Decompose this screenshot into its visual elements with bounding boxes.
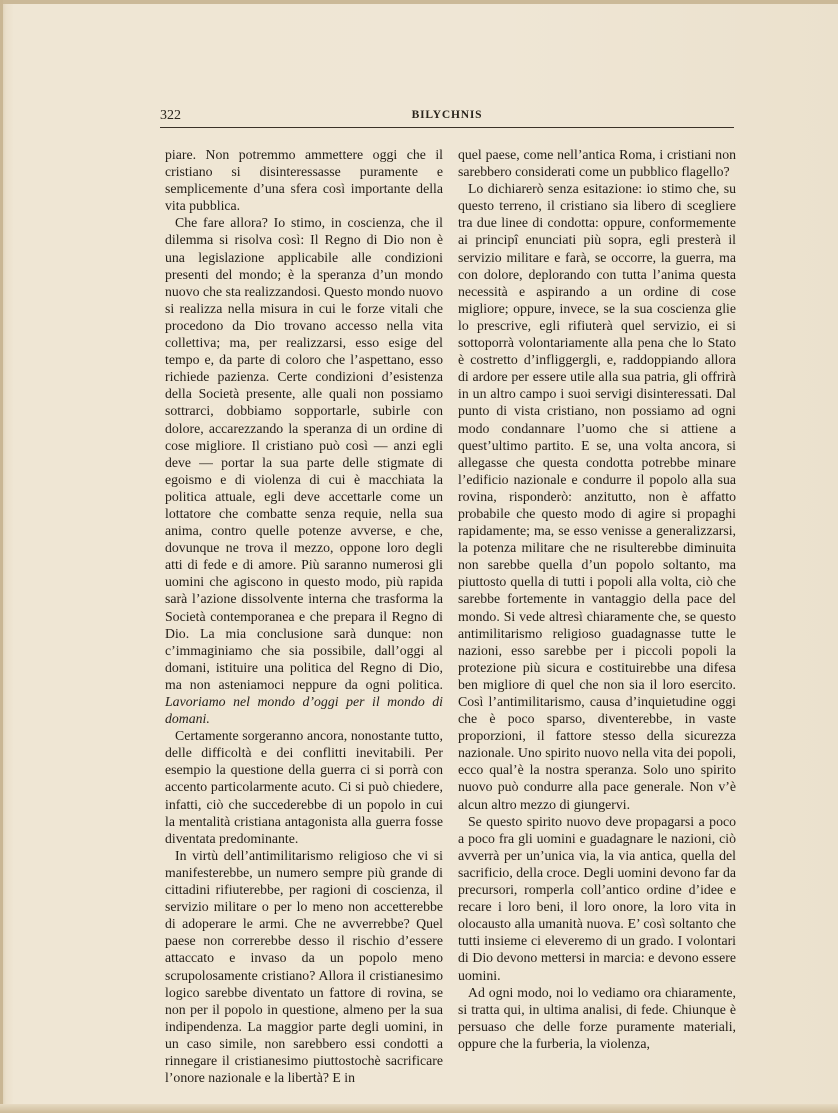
page-bottom-edge — [0, 1104, 838, 1113]
paragraph: Se questo spirito nuovo deve propagarsi a poco a poco fra gli uomini e guadagnare le nazioni, ciò avverrà per un’unica via, la via antica, quella del sacrificio, della croce. Degli uomini devono far da precursori, romperla coll’antico ordine d’idee e recare i loro beni, il loro onore, la loro vita in olocausto alla umanità nuova. E’ così soltanto che tutti insieme ci eleveremo di un grado. I volontari di Dio devono mettersi in marcia: e devono essere uomini. — [458, 813, 736, 983]
paragraph: In virtù dell’antimilitarismo religioso che vi si manifesterebbe, un numero sempre più grande di cittadini rifiuterebbe, per ragioni di coscienza, il servizio militare o per lo meno non accetterebbe di adoperare le armi. Che ne avverrebbe? Quel paese non correrebbe desso il rischio d’essere attaccato e invaso da un popolo meno scrupolosamente cristiano? Allora il cristianesimo logico sarebbe diventato un fattore di rovina, se non per il popolo in questione, almeno per la sua indipendenza. La maggior parte degli uomini, in un caso simile, non sarebbero essi condotti a rinnegare il cristianesimo piuttostochè sacrificare l’onore nazionale e la libertà? E in — [165, 847, 443, 1086]
page-header — [160, 108, 734, 128]
paragraph: Lo dichiarerò senza esitazione: io stimo che, su questo terreno, il cristiano sia libero di scegliere tra due linee di condotta: oppure, conformemente ai principî enunciati più sopra, egli presterà il servizio militare e farà, se occorre, la guerra, ma con dolore, deplorando con tutta l’anima questa necessità e aspirando a un ordine di cose migliore; oppure, invece, se la sua coscienza glie lo prescrive, egli rifiuterà quel servizio, ei si sottoporrà volontariamente alla pena che lo Stato è costretto d’infliggergli, e, raddoppiando allora di ardore per essere utile alla sua patria, gli offrirà in un altro campo i suoi servigi disinteressati. Dal punto di vista cristiano, non possiamo ad ogni modo condannare l’uomo che si attiene a quest’ultimo partito. E se, una volta ancora, si allegasse che questa condotta potrebbe minare l’edificio nazionale e condurre il popolo alla sua rovina, risponderò: anzitutto, non è affatto probabile che questo modo di agire si propaghi rapidamente; ma, se esso venisse a generalizzarsi, la potenza militare che ne risulterebbe diminuita non sarebbe quella d’un popolo soltanto, ma piuttosto quella di tutti i popoli alla volta, ciò che sarebbe fortemente in vantaggio della pace del mondo. Si vede altresì chiaramente che, se questo antimilitarismo religioso guadagnasse tutte le nazioni, esso sarebbe per i piccoli popoli la protezione più sicura e costituirebbe una difesa ben migliore di quel che non sia il loro esercito. Così l’antimilitarismo, causa d’inquietudine oggi che è poco sparso, diventerebbe, in vaste proporzioni, il fattore stesso della sicurezza nazionale. Uno spirito nuovo nella vita dei popoli, ecco qual’è la nostra speranza. Solo uno spirito nuovo può condurre alla pace generale. Non v’è alcun altro mezzo di giungervi. — [458, 181, 736, 812]
page-top-edge — [0, 0, 838, 4]
page-number: 322 — [160, 108, 181, 123]
paragraph-text: Che fare allora? Io stimo, in coscienza, che il dilemma si risolva così: Il Regno di Dio non è una legislazione applicabile alle condizioni presenti del mondo; è la speranza d’un mondo nuovo che sta realizzandosi. Questo mondo nuovo si realizza nella misura in cui le forze vitali che procedono da Dio trovano accesso nella vita collettiva; ma, per realizzarsi, esso esige del tempo e, da parte di coloro che l’aspettano, esso richiede pazienza. Certe condizioni d’esistenza della Società presente, alle quali non possiamo sottrarci, dobbiamo sopportarle, subirle con dolore, accarezzando la speranza di un ordine di cose migliore. Il cristiano può così — anzi egli deve — portar la sua parte delle stigmate di egoismo e di violenza di cui è macchiata la politica attuale, egli deve accettarle come un lottatore che combatte senza requie, nella sua anima, contro quelle potenze avverse, e che, dovunque ne trova il mezzo, oppone loro degli atti di fede e di amore. Più saranno numerosi gli uomini che agiscono in questo modo, più rapida sarà l’azione dissolvente interna che trasforma la Società contemporanea e che prepara il Regno di Dio. La mia conclusione sarà dunque: non c’immaginiamo che sia possibile, dall’oggi al domani, istituire una politica del Regno di Dio, ma non asteniamoci neppure da ogni politica. — [165, 215, 443, 692]
paragraph: piare. Non potremmo ammettere oggi che il cristiano si disinteressasse puramente e semplicemente d’una sfera così importante della vita pubblica. — [165, 147, 443, 214]
header-rule — [160, 127, 734, 128]
italic-phrase: Lavoriamo nel mondo d’oggi per il mondo di domani. — [165, 694, 443, 727]
left-column — [165, 146, 443, 1086]
paragraph — [165, 214, 443, 727]
page-left-edge — [0, 0, 3, 1113]
paragraph: Ad ogni modo, noi lo vediamo ora chiaramente, si tratta qui, in ultima analisi, di fede. Chiunque è persuaso che delle forze puramente materiali, oppure che la furberia, la violenza, — [458, 984, 736, 1051]
running-head: BILYCHNIS — [411, 109, 483, 121]
paragraph: quel paese, come nell’antica Roma, i cristiani non sarebbero considerati come un pubblico flagello? — [458, 147, 736, 180]
paragraph: Certamente sorgeranno ancora, nonostante tutto, delle difficoltà e dei conflitti inevitabili. Per esempio la questione della guerra ci si porrà con accento particolarmente acuto. Ci si può chiedere, infatti, ciò che succederebbe di un popolo in cui la mentalità cristiana antagonista alla guerra fosse diventata predominante. — [165, 728, 443, 846]
right-column — [458, 146, 736, 1052]
